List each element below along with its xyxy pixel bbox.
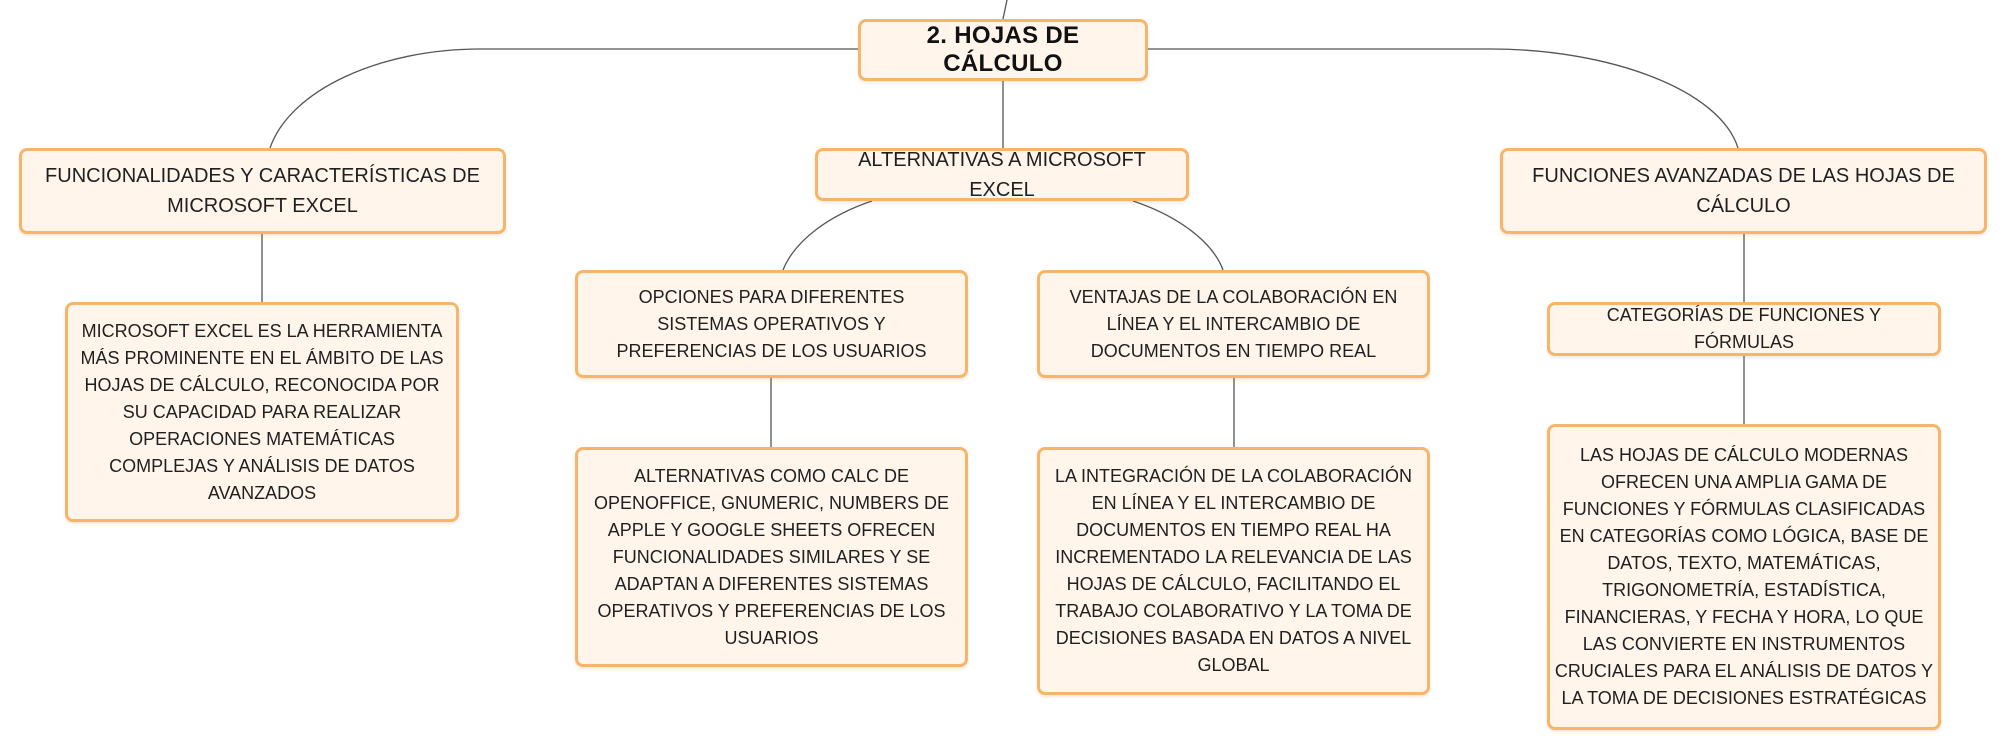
connector-root-branch-1 [270,49,858,148]
subtopic-function-categories-title: CATEGORÍAS DE FUNCIONES Y FÓRMULAS [1606,305,1882,352]
excel-description-node[interactable] [65,302,459,522]
os-options-description-text: ALTERNATIVAS COMO CALC DE OPENOFFICE, GNUMERIC, NUMBERS DE APPLE Y GOOGLE SHEETS OFRECEN FUNCIONALIDADES SIMILARES Y SE ADAPTAN A DIFERENTES SISTEMAS OPERATIVOS Y PREFERENCIAS DE LOS USUARIOS [593,465,950,648]
connector-root-parent [1003,0,1007,19]
connector-branch-2-sub-2 [1133,201,1223,270]
branch-advanced-functions-title: FUNCIONES AVANZADAS DE LAS HOJAS DE CÁLCULO [1532,165,1955,217]
function-categories-description-node[interactable] [1547,424,1941,730]
branch-advanced-functions-node[interactable] [1500,148,1987,234]
subtopic-os-options-title: OPCIONES PARA DIFERENTES SISTEMAS OPERATIVOS Y PREFERENCIAS DE LOS USUARIOS [616,286,927,361]
root-topic-node[interactable] [858,19,1148,81]
root-topic-title: 2. HOJAS DE CÁLCULO [926,22,1080,77]
online-collaboration-description-node[interactable] [1037,447,1430,695]
subtopic-os-options-node[interactable] [575,270,968,378]
online-collaboration-description-text: LA INTEGRACIÓN DE LA COLABORACIÓN EN LÍNEA Y EL INTERCAMBIO DE DOCUMENTOS EN TIEMPO REAL HA INCREMENTADO LA RELEVANCIA DE LAS HOJAS DE CÁLCULO, FACILITANDO EL TRABAJO COLABORATIVO Y LA TOMA DE DECISIONES BASADA EN DATOS A NIVEL GLOBAL [1054,466,1413,675]
connector-root-branch-3 [1148,49,1738,148]
branch-excel-alternatives-node[interactable] [815,148,1189,201]
subtopic-function-categories-node[interactable] [1547,302,1941,356]
subtopic-online-collaboration-title: VENTAJAS DE LA COLABORACIÓN EN LÍNEA Y EL INTERCAMBIO DE DOCUMENTOS EN TIEMPO REAL [1069,286,1398,361]
branch-excel-features-node[interactable] [19,148,506,234]
branch-excel-alternatives-title: ALTERNATIVAS A MICROSOFT EXCEL [858,148,1146,201]
branch-excel-features-title: FUNCIONALIDADES Y CARACTERÍSTICAS DE MICROSOFT EXCEL [45,165,480,217]
os-options-description-node[interactable] [575,447,968,667]
connector-branch-2-sub-1 [783,201,872,270]
excel-description-text: MICROSOFT EXCEL ES LA HERRAMIENTA MÁS PROMINENTE EN EL ÁMBITO DE LAS HOJAS DE CÁLCULO, RECONOCIDA POR SU CAPACIDAD PARA REALIZAR OPERACIONES MATEMÁTICAS COMPLEJAS Y ANÁLISIS DE DATOS AVANZADOS [80,320,444,503]
subtopic-online-collaboration-node[interactable] [1037,270,1430,378]
function-categories-description-text: LAS HOJAS DE CÁLCULO MODERNAS OFRECEN UNA AMPLIA GAMA DE FUNCIONES Y FÓRMULAS CLASIFICADAS EN CATEGORÍAS COMO LÓGICA, BASE DE DATOS, TEXTO, MATEMÁTICAS, TRIGONOMETRÍA, ESTADÍSTICA, FINANCIERAS, Y FECHA Y HORA, LO QUE LAS CONVIERTE EN INSTRUMENTOS CRUCIALES PARA EL ANÁLISIS DE DATOS Y LA TOMA DE DECISIONES ESTRATÉGICAS [1554,445,1934,708]
